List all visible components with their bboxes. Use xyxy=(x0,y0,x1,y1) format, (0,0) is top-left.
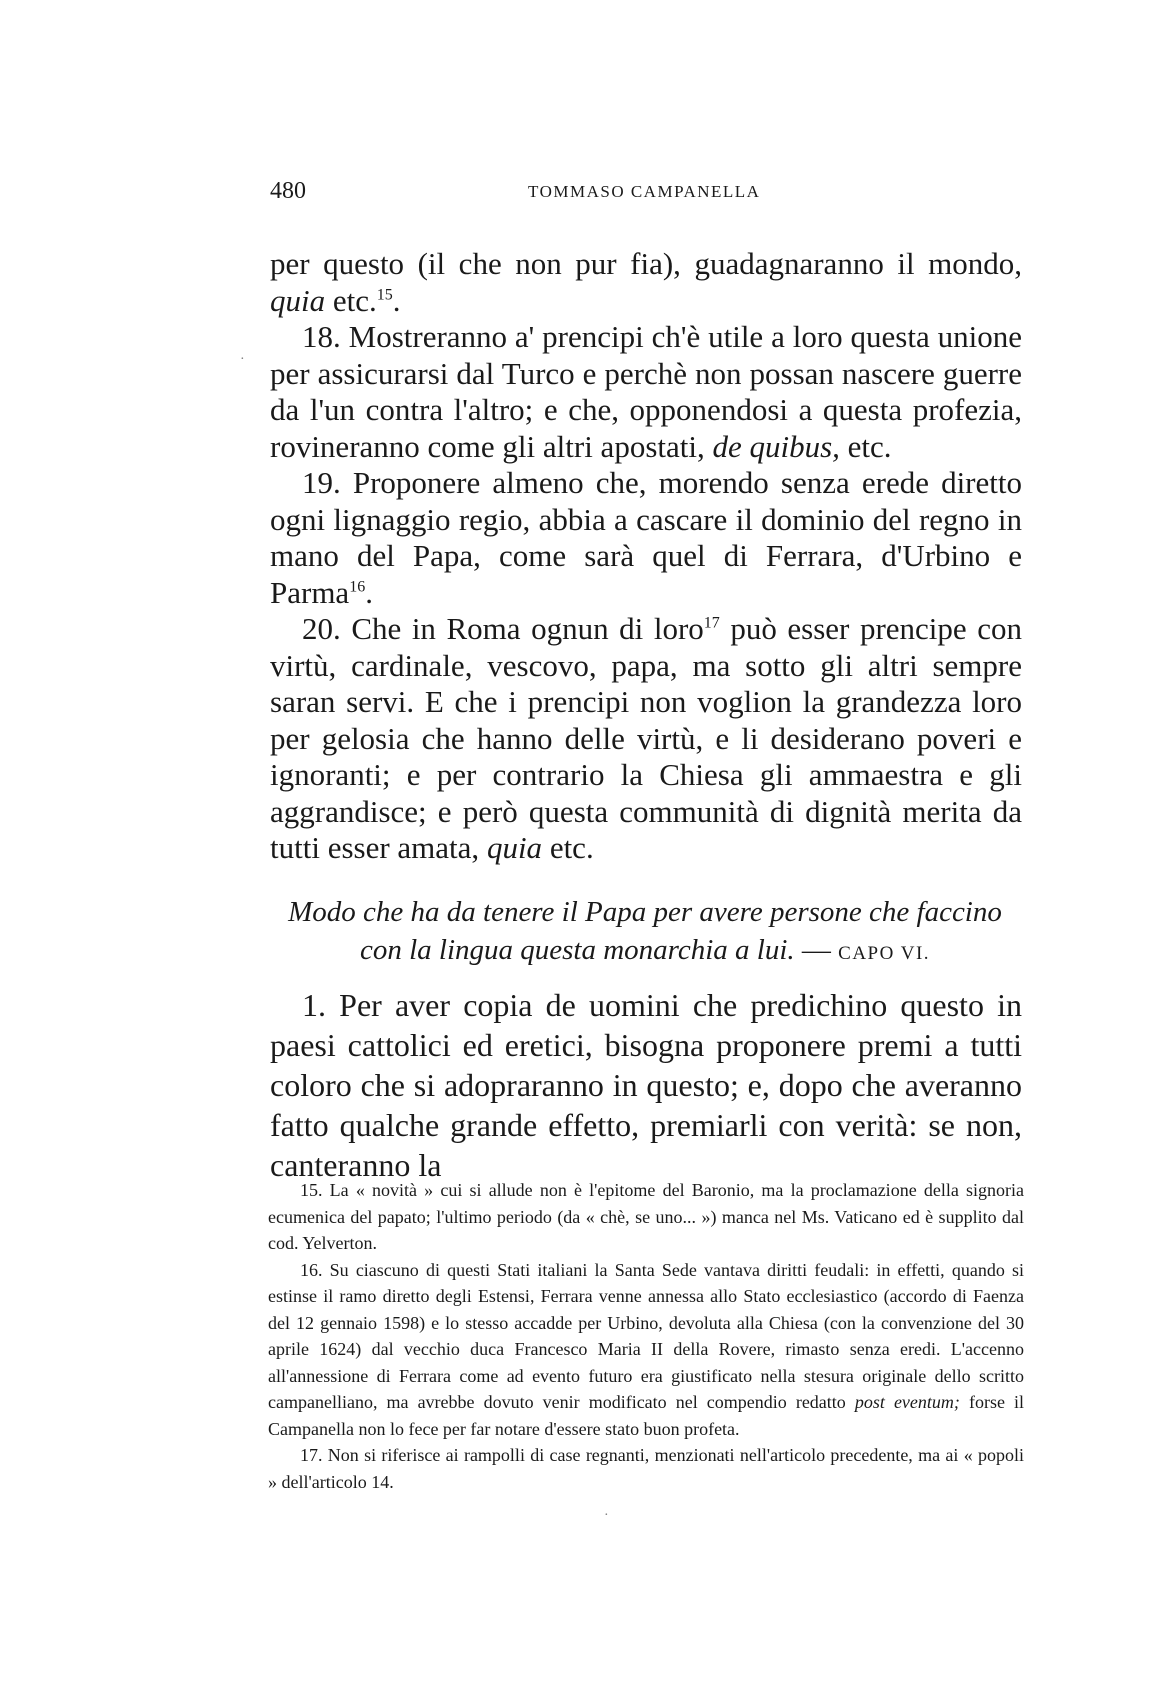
text-run: — xyxy=(794,934,839,966)
text-run: etc. xyxy=(325,282,377,318)
text-run: forse il Campanella non lo fece per far notare d'essere stato buon profeta. xyxy=(268,1392,1025,1439)
footnote-15: 15. La « novità » cui si allude non è l'epitome del Baronio, ma la proclamazione della signoria ecumenica del papato; l'ultimo periodo (da « chè, se uno... ») manca nel Ms. Vaticano ed è supplito dal cod. Yelverton. xyxy=(268,1180,1024,1253)
text-run: . xyxy=(392,282,401,318)
paragraph-continuation xyxy=(270,246,1022,319)
italic-text: de quibus, xyxy=(712,428,840,464)
text-run: con la lingua questa monarchia a lui. xyxy=(359,934,795,966)
text-run: 20. Che in Roma ognun di loro xyxy=(302,611,704,646)
footnote-17: 17. Non si riferisce ai rampolli di case regnanti, menzionati nell'articolo precedente, ma ai « popoli » dell'articolo 14. xyxy=(268,1445,1024,1492)
paragraph-19 xyxy=(270,465,1022,611)
chapter-title-line-2 xyxy=(264,931,1026,973)
footnote-ref-15: 15 xyxy=(376,286,393,304)
chapter-number: CAPO VI. xyxy=(838,943,931,964)
italic-text: post eventum; xyxy=(854,1392,960,1412)
footnotes xyxy=(268,1177,1024,1495)
text-run: . xyxy=(365,574,373,610)
text-run: etc. xyxy=(542,830,594,865)
body-text-bottom xyxy=(270,985,1022,1185)
italic-text: quia xyxy=(270,282,326,318)
text-run: 18. Mostreranno a' prencipi ch'è utile a loro questa unione per assicurarsi dal Turco e perchè non possan nascere guerre da l'un contra l'altro; e che, opponendosi a questa profezia, rovineranno come gli altri apostati, xyxy=(270,319,1022,464)
text-run: può esser prencipe con virtù, cardinale, vescovo, papa, ma sotto gli altri sempre saran servi. E che i prencipi non voglion la grandezza loro per gelosia che hanno delle virtù, e li desiderano poveri e ignoranti; e per contrario la Chiesa gli ammaestra e gli aggrandisce; e però questa communità di dignità merita da tutti esser amata, xyxy=(270,611,1022,865)
footnote-16 xyxy=(268,1257,1024,1443)
running-head: TOMMASO CAMPANELLA xyxy=(528,182,761,201)
chapter-heading xyxy=(264,893,1026,973)
footnote-ref-16: 16 xyxy=(349,578,366,596)
footnote-ref-17: 17 xyxy=(703,614,720,632)
text-run: 19. Proponere almeno che, morendo senza erede diretto ogni lignaggio regio, abbia a cascare il dominio del regno in mano del Papa, come sarà quel di Ferrara, d'Urbino e Parma xyxy=(270,465,1022,610)
chapter-title-line-1: Modo che ha da tenere il Papa per avere persone che faccino xyxy=(288,896,1002,928)
page-number: 480 xyxy=(270,178,306,204)
paragraph-18 xyxy=(270,319,1022,465)
italic-text: quia xyxy=(486,830,543,865)
paragraph-20 xyxy=(270,611,1022,867)
text-run: etc. xyxy=(839,428,892,464)
paragraph-1: 1. Per aver copia de uomini che predichino questo in paesi cattolici ed eretici, bisogna proponere premi a tutti coloro che si adopraranno in questo; e, dopo che averanno fatto qualche grande effetto, premiarli con verità: se non, canteranno la xyxy=(270,987,1022,1183)
page-header xyxy=(270,178,1020,208)
scan-speck: · xyxy=(604,1508,609,1523)
body-text-top xyxy=(270,246,1022,867)
scan-speck: · xyxy=(240,352,245,367)
text-run: 16. Su ciascuno di questi Stati italiani la Santa Sede vantava diritti feudali: in effetti, quando si estinse il ramo diretto degli Estensi, Ferrara venne annessa allo Stato ecclesiastico (accordo di Faenza del 12 gennaio 1598) e lo stesso accadde per Urbino, devoluta alla Chiesa (con la convenzione del 30 aprile 1624) dal vecchio duca Francesco Maria II della Rovere, rimasto senza eredi. L'accenno all'annessione di Ferrara come ad evento futuro era giustificato nella stesura originale dello scritto campanelliano, ma avrebbe dovuto venir modificato nel compendio redatto xyxy=(268,1259,1024,1412)
text-run: per questo (il che non pur fia), guadagnaranno il mondo, xyxy=(270,246,1022,281)
